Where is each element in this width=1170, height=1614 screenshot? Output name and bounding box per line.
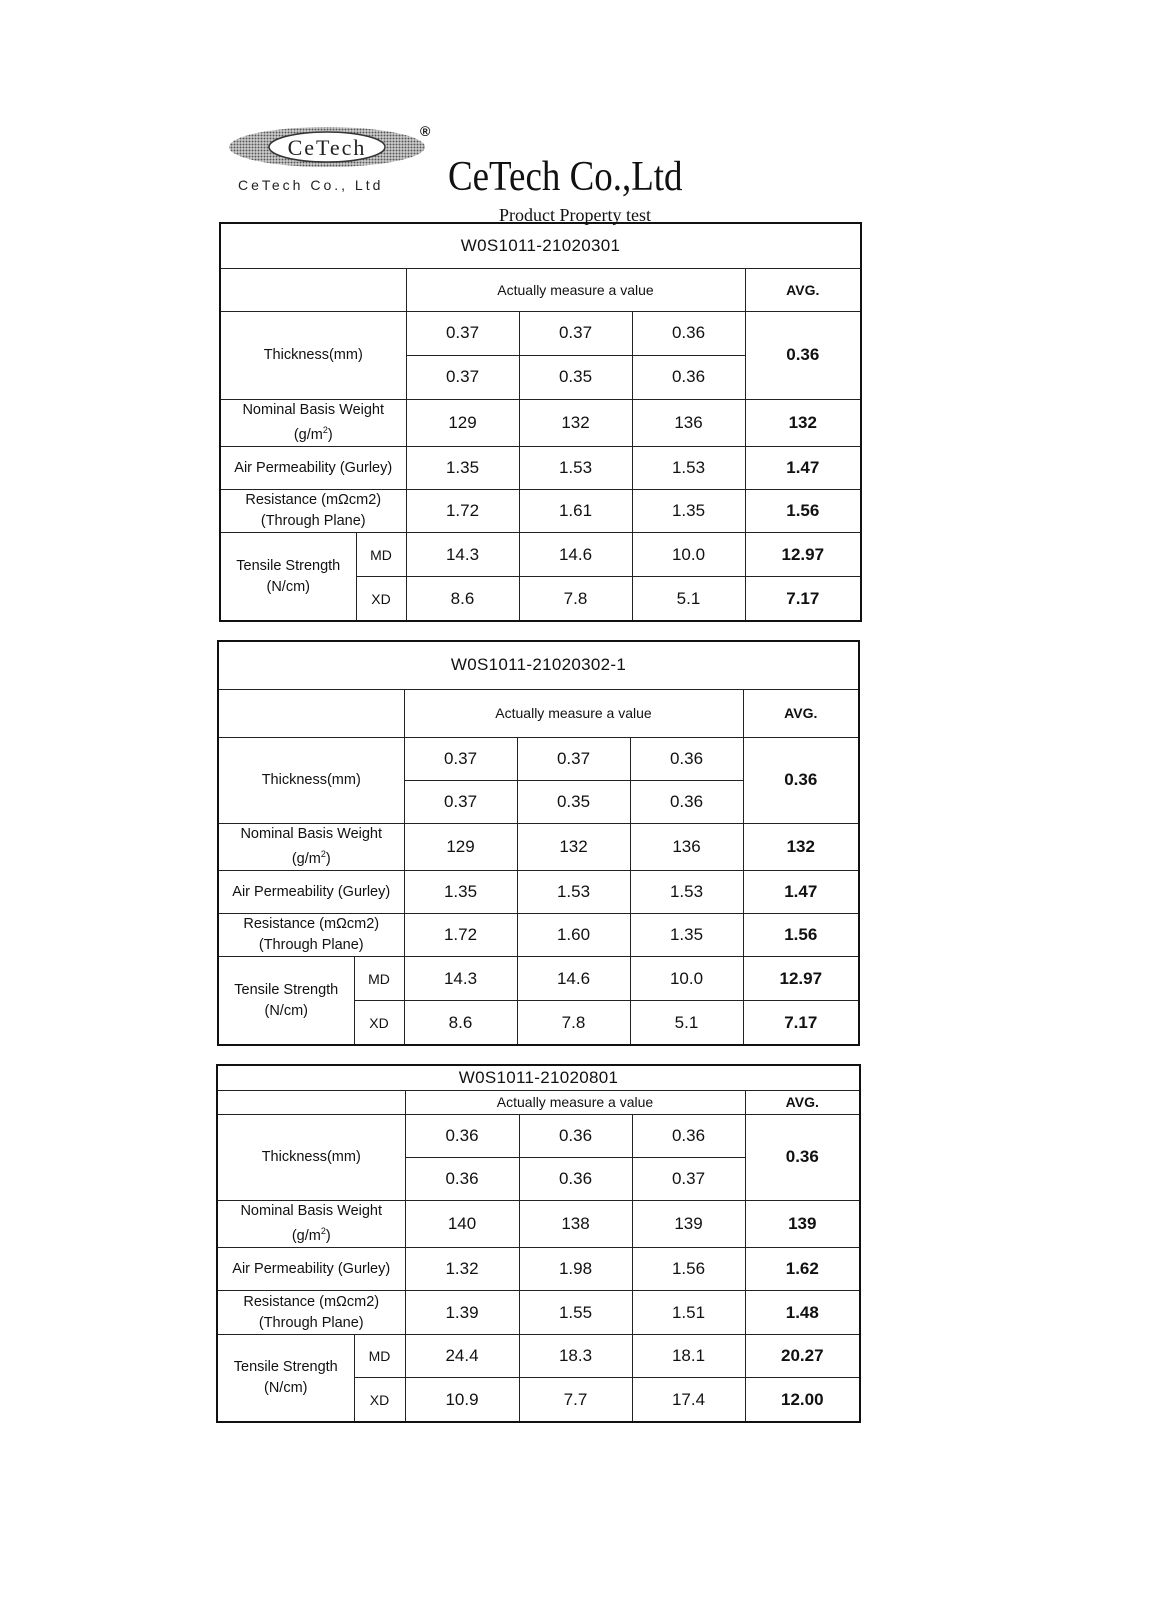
xd-value: 8.6 — [404, 1001, 517, 1045]
sample-id: W0S1011-21020302-1 — [218, 641, 859, 689]
air-value: 1.32 — [405, 1248, 519, 1291]
air-permeability-label: Air Permeability (Gurley) — [217, 1248, 405, 1291]
air-permeability-label: Air Permeability (Gurley) — [218, 871, 404, 914]
thickness-value: 0.35 — [517, 780, 630, 823]
xd-value: 10.9 — [405, 1378, 519, 1422]
thickness-avg: 0.36 — [745, 1114, 860, 1200]
xd-avg: 7.17 — [743, 1001, 859, 1045]
thickness-value: 0.36 — [632, 355, 745, 399]
resistance-value: 1.39 — [405, 1291, 519, 1335]
weight-label-line1: Nominal Basis Weight — [240, 1202, 383, 1219]
resistance-label-line2: (Through Plane) — [258, 1314, 364, 1331]
weight-label — [220, 399, 406, 447]
md-value: 14.3 — [406, 533, 519, 577]
tensile-label-line1: Tensile Strength — [233, 1359, 338, 1376]
logo-text: CeTech — [287, 135, 367, 160]
air-value: 1.35 — [404, 871, 517, 914]
thickness-value: 0.37 — [519, 311, 632, 355]
resistance-value: 1.61 — [519, 490, 632, 533]
thickness-value: 0.36 — [519, 1114, 632, 1157]
air-value: 1.53 — [630, 871, 743, 914]
weight-avg: 132 — [743, 823, 859, 871]
resistance-avg: 1.48 — [745, 1291, 860, 1335]
resistance-avg: 1.56 — [745, 490, 861, 533]
xd-value: 7.8 — [519, 577, 632, 621]
resistance-label — [218, 914, 404, 957]
xd-label: XD — [354, 1378, 405, 1422]
tensile-label-line2: (N/cm) — [264, 1002, 308, 1019]
xd-value: 5.1 — [632, 577, 745, 621]
xd-label: XD — [354, 1001, 404, 1045]
xd-value: 7.7 — [519, 1378, 632, 1422]
md-label: MD — [354, 1335, 405, 1378]
weight-label — [217, 1200, 405, 1248]
tensile-label — [220, 533, 356, 621]
resistance-label — [220, 490, 406, 533]
weight-value: 129 — [404, 823, 517, 871]
weight-value: 132 — [519, 399, 632, 447]
thickness-value: 0.37 — [517, 737, 630, 780]
sample-id: W0S1011-21020801 — [217, 1065, 860, 1090]
md-value: 18.1 — [632, 1335, 745, 1378]
logo-subtext: CeTech Co., Ltd — [238, 177, 384, 193]
sample-id: W0S1011-21020301 — [220, 223, 861, 268]
avg-header: AVG. — [745, 1090, 860, 1114]
header-blank — [220, 268, 406, 311]
xd-avg: 7.17 — [745, 577, 861, 621]
property-table-3 — [216, 1064, 861, 1423]
thickness-value: 0.36 — [630, 780, 743, 823]
header-blank — [217, 1090, 405, 1114]
document-subtitle: Product Property test — [499, 205, 651, 225]
registered-mark: ® — [420, 123, 431, 139]
weight-unit: $(g/m^2)$ — [291, 1226, 331, 1245]
thickness-value: 0.37 — [406, 311, 519, 355]
weight-value: 136 — [632, 399, 745, 447]
property-table-1 — [219, 222, 862, 622]
resistance-avg: 1.56 — [743, 914, 859, 957]
air-value: 1.35 — [406, 447, 519, 490]
thickness-label: Thickness(mm) — [218, 737, 404, 823]
avg-header: AVG. — [745, 268, 861, 311]
air-avg: 1.62 — [745, 1248, 860, 1291]
thickness-label: Thickness(mm) — [220, 311, 406, 399]
thickness-value: 0.36 — [630, 737, 743, 780]
resistance-label-line2: (Through Plane) — [260, 513, 366, 530]
air-value: 1.53 — [632, 447, 745, 490]
header-blank — [218, 689, 404, 737]
resistance-value: 1.55 — [519, 1291, 632, 1335]
air-avg: 1.47 — [743, 871, 859, 914]
xd-value: 7.8 — [517, 1001, 630, 1045]
resistance-label-line2: (Through Plane) — [258, 937, 364, 954]
tensile-label — [218, 957, 354, 1045]
thickness-label: Thickness(mm) — [217, 1114, 405, 1200]
weight-unit: $(g/m^2)$ — [291, 849, 331, 868]
measured-header: Actually measure a value — [404, 689, 743, 737]
weight-value: 136 — [630, 823, 743, 871]
thickness-avg: 0.36 — [743, 737, 859, 823]
md-value: 24.4 — [405, 1335, 519, 1378]
xd-label: XD — [356, 577, 406, 621]
air-value: 1.98 — [519, 1248, 632, 1291]
md-label: MD — [354, 957, 404, 1001]
resistance-label-line1: Resistance (mΩcm2) — [243, 1293, 380, 1310]
weight-avg: 139 — [745, 1200, 860, 1248]
property-table-2 — [217, 640, 860, 1046]
thickness-value: 0.37 — [404, 780, 517, 823]
tensile-label-line2: (N/cm) — [266, 578, 310, 595]
measured-header: Actually measure a value — [406, 268, 745, 311]
xd-avg: 12.00 — [745, 1378, 860, 1422]
thickness-value: 0.36 — [632, 1114, 745, 1157]
tensile-label-line1: Tensile Strength — [236, 557, 341, 574]
avg-header: AVG. — [743, 689, 859, 737]
weight-value: 129 — [406, 399, 519, 447]
md-value: 18.3 — [519, 1335, 632, 1378]
md-value: 10.0 — [630, 957, 743, 1001]
thickness-value: 0.37 — [404, 737, 517, 780]
md-value: 14.3 — [404, 957, 517, 1001]
resistance-value: 1.72 — [406, 490, 519, 533]
thickness-value: 0.36 — [519, 1157, 632, 1200]
md-label: MD — [356, 533, 406, 577]
thickness-avg: 0.36 — [745, 311, 861, 399]
resistance-label-line1: Resistance (mΩcm2) — [243, 916, 380, 933]
md-avg: 20.27 — [745, 1335, 860, 1378]
air-permeability-label: Air Permeability (Gurley) — [220, 447, 406, 490]
air-value: 1.53 — [517, 871, 630, 914]
thickness-value: 0.36 — [632, 311, 745, 355]
air-avg: 1.47 — [745, 447, 861, 490]
weight-value: 132 — [517, 823, 630, 871]
md-avg: 12.97 — [743, 957, 859, 1001]
resistance-value: 1.72 — [404, 914, 517, 957]
resistance-value: 1.35 — [632, 490, 745, 533]
tensile-label-line2: (N/cm) — [264, 1380, 308, 1397]
md-value: 14.6 — [517, 957, 630, 1001]
weight-value: 138 — [519, 1200, 632, 1248]
resistance-value: 1.35 — [630, 914, 743, 957]
company-name: CeTech Co.,Ltd — [448, 154, 683, 200]
md-value: 10.0 — [632, 533, 745, 577]
weight-unit: $(g/m^2)$ — [293, 425, 333, 444]
measured-header: Actually measure a value — [405, 1090, 745, 1114]
document-header — [224, 125, 724, 230]
xd-value: 17.4 — [632, 1378, 745, 1422]
tensile-label — [217, 1335, 354, 1422]
thickness-value: 0.36 — [405, 1157, 519, 1200]
md-value: 14.6 — [519, 533, 632, 577]
xd-value: 8.6 — [406, 577, 519, 621]
tensile-label-line1: Tensile Strength — [234, 981, 339, 998]
weight-avg: 132 — [745, 399, 861, 447]
weight-label — [218, 823, 404, 871]
thickness-value: 0.37 — [406, 355, 519, 399]
resistance-value: 1.60 — [517, 914, 630, 957]
thickness-value: 0.37 — [632, 1157, 745, 1200]
weight-label-line1: Nominal Basis Weight — [242, 401, 385, 418]
air-value: 1.56 — [632, 1248, 745, 1291]
thickness-value: 0.35 — [519, 355, 632, 399]
weight-label-line1: Nominal Basis Weight — [240, 825, 383, 842]
md-avg: 12.97 — [745, 533, 861, 577]
air-value: 1.53 — [519, 447, 632, 490]
xd-value: 5.1 — [630, 1001, 743, 1045]
resistance-value: 1.51 — [632, 1291, 745, 1335]
weight-value: 139 — [632, 1200, 745, 1248]
resistance-label-line1: Resistance (mΩcm2) — [245, 492, 382, 509]
resistance-label — [217, 1291, 405, 1335]
thickness-value: 0.36 — [405, 1114, 519, 1157]
weight-value: 140 — [405, 1200, 519, 1248]
